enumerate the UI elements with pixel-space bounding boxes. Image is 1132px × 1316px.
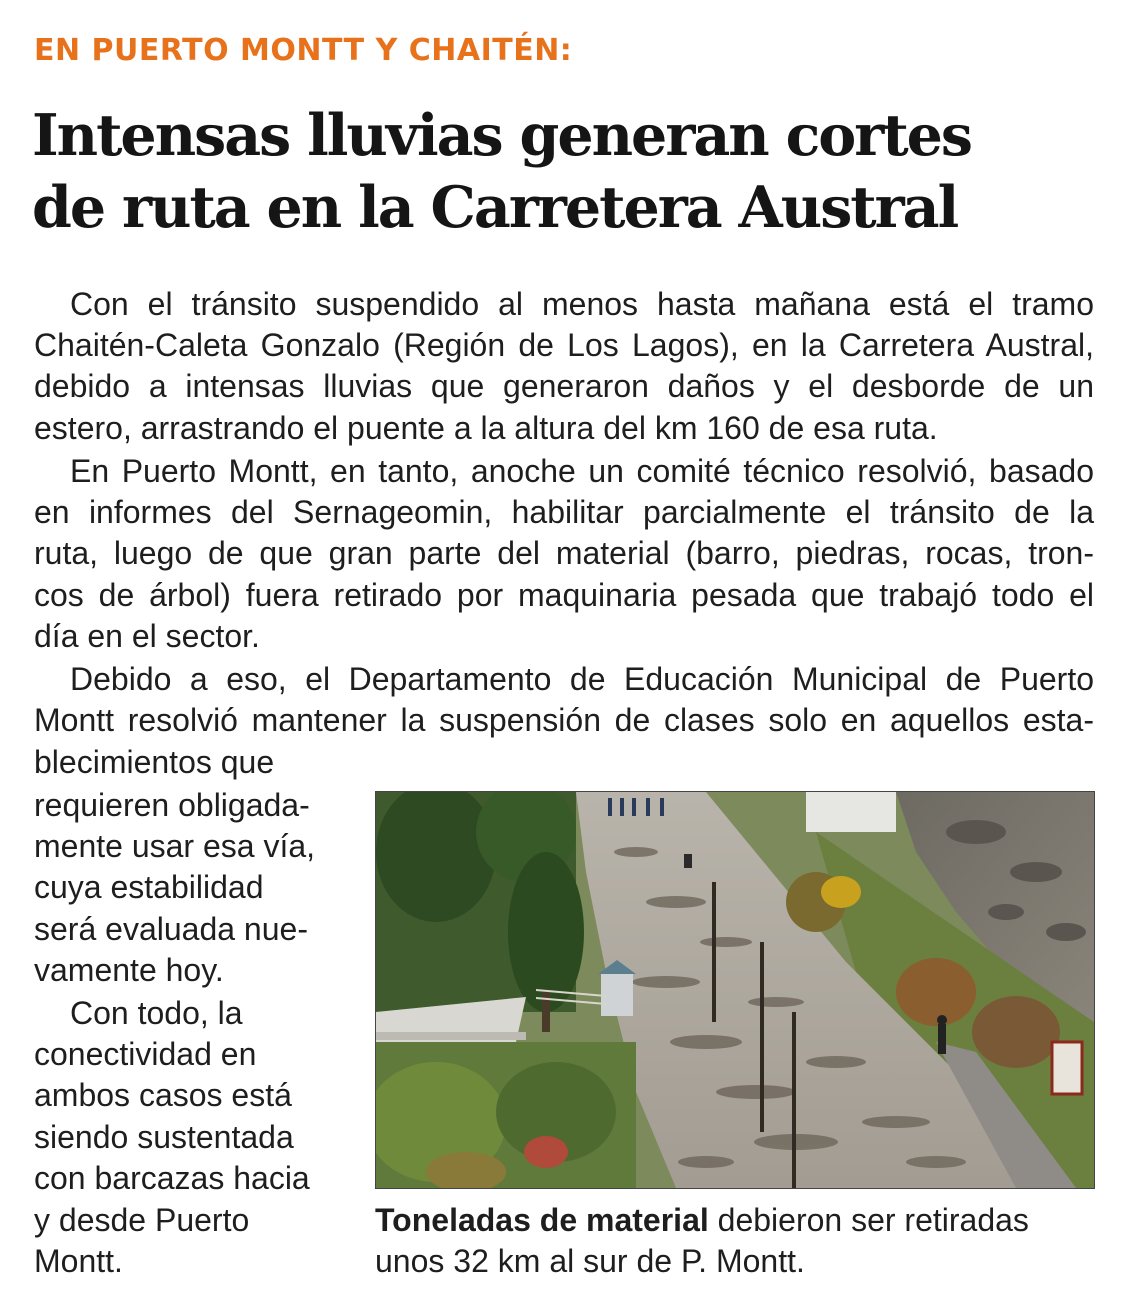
- body-line-1: Con el tránsito suspendido al menos hasta mañana está el tramo: [70, 286, 1094, 322]
- narrow-line-3: cuya estabilidad: [34, 869, 264, 905]
- narrow-line-4: será evaluada nue-: [34, 911, 308, 947]
- narrow-line-6: Con todo, la: [70, 995, 243, 1031]
- narrow-line-1: requieren obligada-: [34, 787, 310, 823]
- headline-line-1: Intensas lluvias generan cortes: [32, 102, 972, 169]
- body-line-4: estero, arrastrando el puente a la altura del km 160 de esa ruta.: [34, 410, 938, 446]
- body-line-6: en informes del Sernageomin, habilitar parcialmente el tránsito de la: [34, 494, 1094, 530]
- caption-bold: Toneladas de material: [375, 1202, 709, 1238]
- body-line-10: Debido a eso, el Departamento de Educación Municipal de Puerto: [70, 661, 1094, 697]
- narrow-line-2: mente usar esa vía,: [34, 828, 316, 864]
- kicker: EN PUERTO MONTT Y CHAITÉN:: [34, 33, 573, 68]
- headline: [32, 100, 1092, 244]
- photo-caption-line-2: unos 32 km al sur de P. Montt.: [375, 1243, 805, 1279]
- body-line-2: Chaitén-Caleta Gonzalo (Región de Los Lagos), en la Carretera Austral,: [34, 327, 1094, 363]
- body-line-12: blecimientos que: [34, 744, 275, 780]
- narrow-line-7: conectividad en: [34, 1036, 257, 1072]
- narrow-line-11: y desde Puerto: [34, 1202, 250, 1238]
- body-line-11: Montt resolvió mantener la suspensión de clases solo en aquellos esta-: [34, 702, 1094, 738]
- body-line-3: debido a intensas lluvias que generaron daños y el desborde de un: [34, 368, 1094, 404]
- narrow-line-5: vamente hoy.: [34, 952, 224, 988]
- body-line-5: En Puerto Montt, en tanto, anoche un comité técnico resolvió, basado: [70, 453, 1094, 489]
- narrow-line-8: ambos casos está: [34, 1077, 292, 1113]
- photo-caption-line-1: [375, 1200, 1095, 1241]
- body-line-9: día en el sector.: [34, 618, 260, 654]
- caption-rest: debieron ser retiradas: [708, 1202, 1029, 1238]
- headline-line-2: de ruta en la Carretera Austral: [32, 174, 958, 241]
- narrow-line-9: siendo sustentada: [34, 1119, 294, 1155]
- body-line-8: cos de árbol) fuera retirado por maquinaria pesada que trabajó todo el: [34, 577, 1094, 613]
- body-line-7: ruta, luego de que gran parte del material (barro, piedras, rocas, tron-: [34, 535, 1094, 571]
- landslide-road-photo: [375, 791, 1095, 1189]
- narrow-line-12: Montt.: [34, 1243, 123, 1279]
- narrow-line-10: con barcazas hacia: [34, 1160, 310, 1196]
